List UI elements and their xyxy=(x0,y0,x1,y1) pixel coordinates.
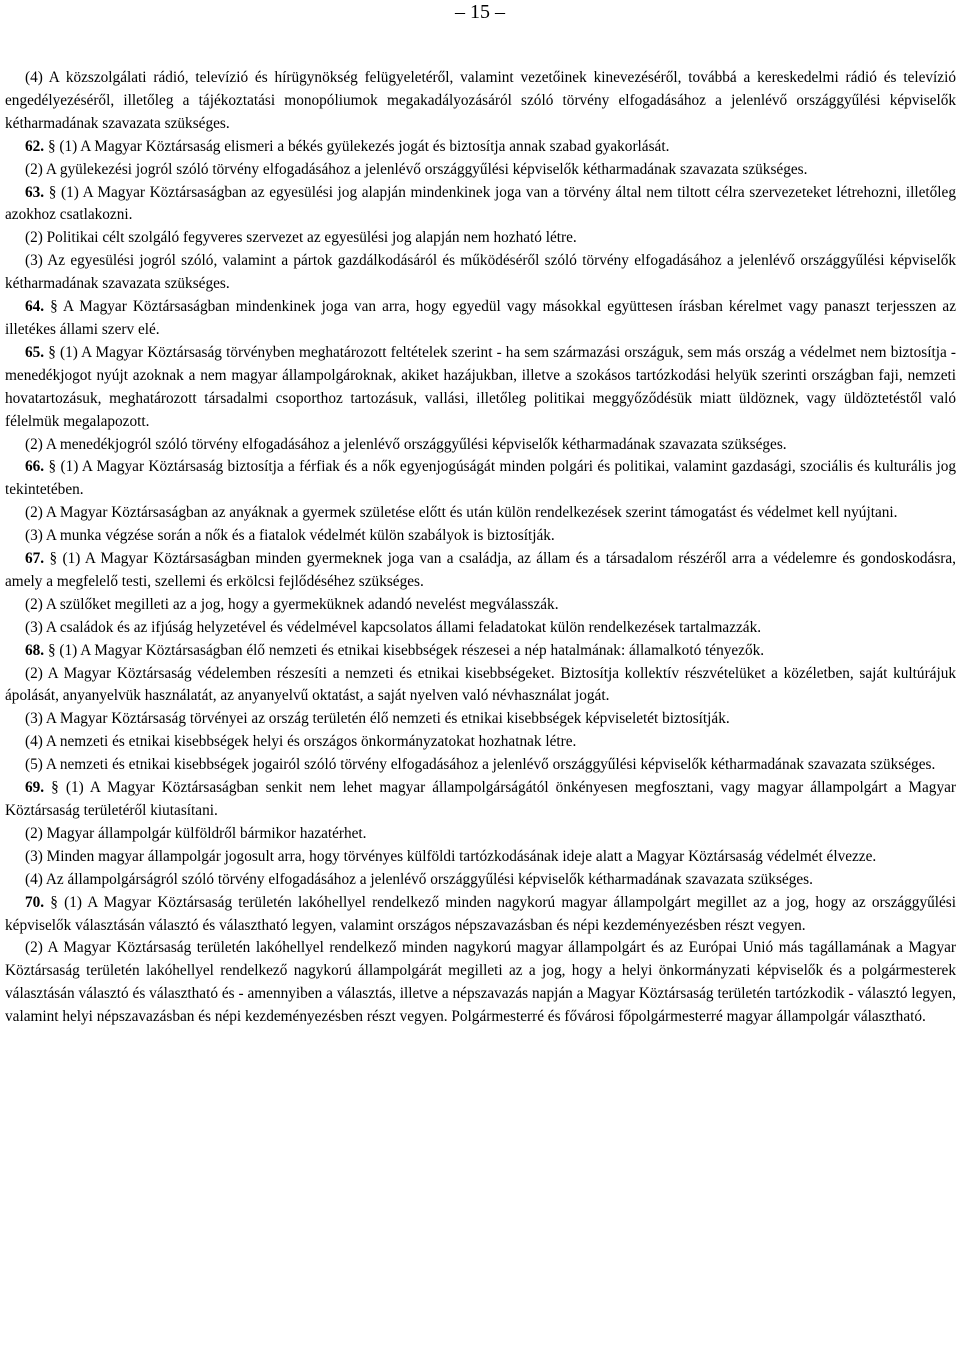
paragraph xyxy=(5,594,956,617)
document-body xyxy=(5,67,956,1029)
paragraph-text: (2) A szülőket megilleti az a jog, hogy a gyermeküknek adandó nevelést megválasszák. xyxy=(25,595,559,613)
section-number: 66. xyxy=(25,458,45,476)
paragraph-text: § (1) A Magyar Köztársaság biztosítja a férfiak és a nők egyenjogúságát minden polgári és politikai, valamint gazdasági, szociális és kulturális jog tekintetében. xyxy=(5,458,956,499)
section-number: 65. xyxy=(25,343,45,361)
paragraph-text: (2) A menedékjogról szóló törvény elfogadásához a jelenlévő országgyűlési képviselők kétharmadának szavazata szükséges. xyxy=(25,435,787,453)
paragraph-text: (2) Magyar állampolgár külföldről bármikor hazatérhet. xyxy=(25,824,367,842)
paragraph-text: (2) A gyülekezési jogról szóló törvény elfogadásához a jelenlévő országgyűlési képviselők kétharmadának szavazata szükséges. xyxy=(25,160,808,178)
paragraph xyxy=(5,892,956,938)
paragraph-text: (2) A Magyar Köztársaság területén lakóhellyel rendelkező minden nagykorú magyar állampolgárt és az Európai Unió más tagállamának a Magyar Köztársaság területén lakóhellyel rendelkező nagykorú állampolgárát megilleti az a jog, hogy a helyi önkormányzati képviselők és a polgármesterek választásán választó és választható és - amennyiben a választás, illetve a népszavazás napján a Magyar Köztársaság területén tartózkodik - választó legyen, valamint helyi népszavazásban és népi kezdeményezésben részt vegyen. Polgármesterré és fővárosi főpolgármesterré magyar állampolgár választható. xyxy=(5,939,956,1026)
paragraph xyxy=(5,250,956,296)
paragraph xyxy=(5,754,956,777)
paragraph-text: (3) Minden magyar állampolgár jogosult arra, hogy törvényes külföldi tartózkodásának ideje alatt a Magyar Köztársaság védelmét élvezze. xyxy=(25,847,877,865)
section-number: 69. xyxy=(25,779,45,797)
paragraph-text: (4) A közszolgálati rádió, televízió és hírügynökség felügyeletéről, valamint vezetőinek kinevezéséről, továbbá a kereskedelmi rádió és televízió engedélyezéséről, illetőleg a tájékoztatási monopóliumok megakadályozásáról szóló törvény elfogadásához a jelenlévő országgyűlési képviselők kétharmadának szavazata szükséges. xyxy=(5,69,956,132)
paragraph-text: (3) Az egyesülési jogról szóló, valamint a pártok gazdálkodásáról és működéséről szóló törvény elfogadásához a jelenlévő országgyűlési képviselők kétharmadának szavazata szükséges. xyxy=(5,252,956,293)
paragraph-text: § (1) A Magyar Köztársaság területén lakóhellyel rendelkező minden nagykorú magyar állampolgárt megillet az a jog, hogy az országgyűlési képviselők választásán választó és választható legyen, valamint országos népszavazásban és népi kezdeményezésben részt vegyen. xyxy=(5,893,956,934)
paragraph xyxy=(5,502,956,525)
paragraph xyxy=(5,182,956,228)
paragraph xyxy=(5,67,956,136)
paragraph-text: (5) A nemzeti és etnikai kisebbségek jogairól szóló törvény elfogadásához a jelenlévő országgyűlési képviselők kétharmadának szavazata szükséges. xyxy=(25,756,936,774)
paragraph-text: (2) A Magyar Köztársaságban az anyáknak a gyermek születése előtt és után külön rendelkezések szerint támogatást és védelmet kell nyújtani. xyxy=(25,504,898,522)
paragraph xyxy=(5,846,956,869)
paragraph xyxy=(5,227,956,250)
paragraph xyxy=(5,342,956,434)
paragraph-text: § (1) A Magyar Köztársaság elismeri a békés gyülekezés jogát és biztosítja annak szabad gyakorlását. xyxy=(47,137,670,155)
paragraph xyxy=(5,296,956,342)
section-number: 67. xyxy=(25,550,45,568)
paragraph xyxy=(5,777,956,823)
paragraph-text: (2) Politikai célt szolgáló fegyveres szervezet az egyesülési jog alapján nem hozható létre. xyxy=(25,229,577,247)
paragraph xyxy=(5,548,956,594)
paragraph-text: (4) A nemzeti és etnikai kisebbségek helyi és országos önkormányzatokat hozhatnak létre. xyxy=(25,733,577,751)
paragraph-text: (4) Az állampolgárságról szóló törvény elfogadásához a jelenlévő országgyűlési képviselők kétharmadának szavazata szükséges. xyxy=(25,870,813,888)
paragraph xyxy=(5,663,956,709)
paragraph-text: § A Magyar Köztársaságban mindenkinek joga van arra, hogy egyedül vagy másokkal együttesen írásban kérelmet vagy panaszt terjesszen az illetékes állami szerv elé. xyxy=(5,298,956,338)
paragraph-text: (2) A Magyar Köztársaság védelemben részesíti a nemzeti és etnikai kisebbségeket. Biztosítja kollektív részvételüket a közéletben, saját kultúrájuk ápolását, anyanyelvük használatát, az anyanyelvű oktatást, a saját nyelven való névhasználat jogát. xyxy=(5,664,956,705)
paragraph-text: (3) A munka végzése során a nők és a fiatalok védelmét külön szabályok is biztosítják. xyxy=(25,527,555,545)
section-number: 70. xyxy=(25,893,45,911)
paragraph xyxy=(5,136,956,159)
paragraph-text: § (1) A Magyar Köztársaságban élő nemzeti és etnikai kisebbségek részesei a nép hatalmának: államalkotó tényezők. xyxy=(47,641,765,659)
paragraph xyxy=(5,731,956,754)
paragraph xyxy=(5,525,956,548)
paragraph xyxy=(5,640,956,663)
paragraph xyxy=(5,434,956,457)
paragraph xyxy=(5,159,956,182)
section-number: 62. xyxy=(25,137,45,155)
paragraph xyxy=(5,869,956,892)
paragraph xyxy=(5,617,956,640)
section-number: 64. xyxy=(25,298,45,316)
paragraph-text: § (1) A Magyar Köztársaságban minden gyermeknek joga van a családja, az állam és a társadalom részéről arra a védelemre és gondoskodásra, amely a megfelelő testi, szellemi és erkölcsi fejlődéséhez szükséges. xyxy=(5,550,956,590)
paragraph-text: § (1) A Magyar Köztársaságban senkit nem lehet magyar állampolgárságától önkényesen megfosztani, vagy magyar állampolgárt a Magyar Köztársaság területéről kiutasítani. xyxy=(5,779,956,819)
paragraph xyxy=(5,937,956,1029)
paragraph xyxy=(5,456,956,502)
page-number: – 15 – xyxy=(455,1,505,23)
section-number: 68. xyxy=(25,641,45,659)
paragraph-text: § (1) A Magyar Köztársaság törvényben meghatározott feltételek szerint - ha sem származási országuk, sem más ország a védelmet nem biztosítja - menedékjogot nyújt azoknak a nem magyar állampolgároknak, akiket hazájukban, illetve a szokásos tartózkodási helyük szerinti országban faji, nemzeti hovatartozásuk, meghatározott társadalmi csoporthoz tartozásuk, vallási, illetőleg politikai meggyőződésük miatt üldöznek, vagy üldöztetéstől való félelmük megalapozott. xyxy=(5,343,956,430)
paragraph-text: § (1) A Magyar Köztársaságban az egyesülési jog alapján mindenkinek joga van a törvény által nem tiltott célra szervezeteket létrehozni, illetőleg azokhoz csatlakozni. xyxy=(5,183,956,224)
paragraph-text: (3) A családok és az ifjúság helyzetével és védelmével kapcsolatos állami feladatokat külön rendelkezések tartalmazzák. xyxy=(25,618,762,636)
paragraph xyxy=(5,708,956,731)
section-number: 63. xyxy=(25,183,45,201)
paragraph-text: (3) A Magyar Köztársaság törvényei az ország területén élő nemzeti és etnikai kisebbségek képviseletét biztosítják. xyxy=(25,710,730,728)
paragraph xyxy=(5,823,956,846)
